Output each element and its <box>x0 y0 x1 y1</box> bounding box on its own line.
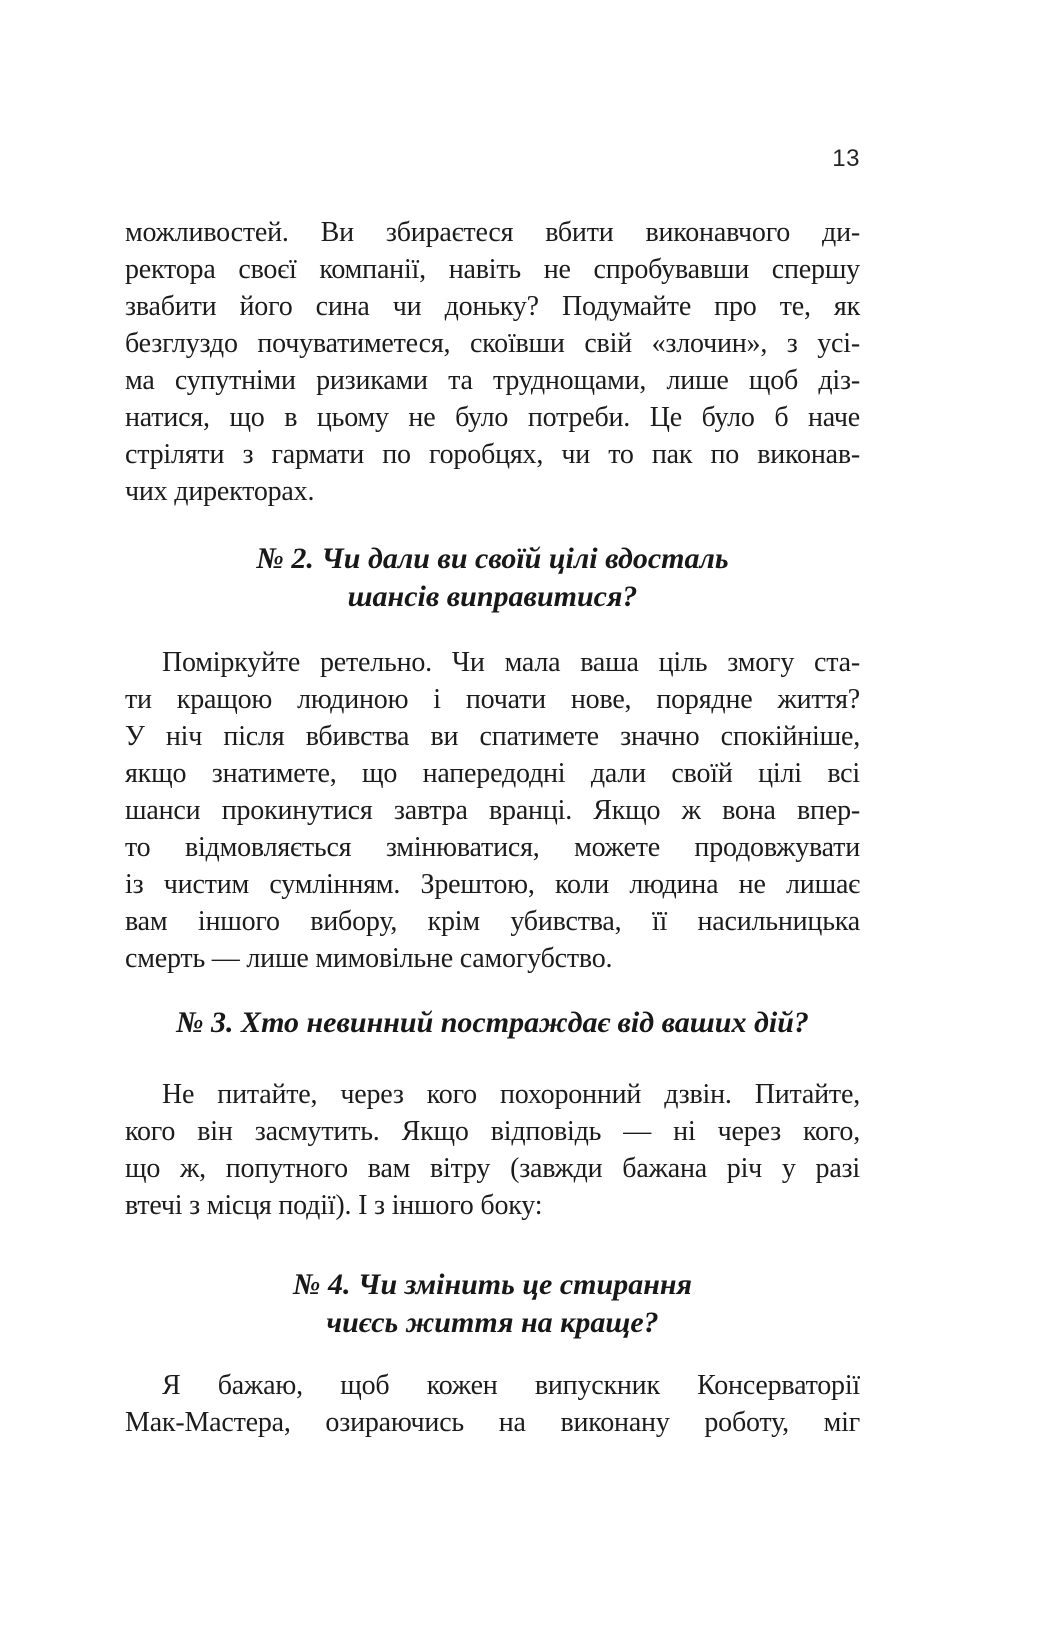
text-line: втечі з місця події). І з іншого боку: <box>125 1190 543 1221</box>
text-line: що ж, попутного вам вітру (завжди бажана річ у разі <box>125 1153 860 1184</box>
text-line: Поміркуйте ретельно. Чи мала ваша ціль змогу ста- <box>162 647 860 678</box>
heading-line: № 3. Хто невинний постраждає від ваших дій? <box>176 1006 809 1039</box>
text-line: шанси прокинутися завтра вранці. Якщо ж вона впер- <box>125 795 860 826</box>
text-line: безглуздо почуватиметеся, скоївши свій «злочин», з усі- <box>125 328 860 359</box>
text-line: ти кращою людиною і почати нове, порядне життя? <box>125 684 860 715</box>
text-line: звабити його сина чи доньку? Подумайте про те, як <box>125 291 860 322</box>
page-number: 13 <box>832 145 860 172</box>
section-heading-4 <box>125 1266 860 1342</box>
paragraph-2 <box>125 644 860 977</box>
section-heading-3 <box>125 1004 860 1042</box>
heading-line: шансів виправитися? <box>347 580 638 613</box>
text-line: Мак-Мастера, озираючись на виконану роботу, міг <box>125 1407 860 1438</box>
heading-line: № 2. Чи дали ви своїй цілі вдосталь <box>256 542 729 575</box>
text-line: Я бажаю, щоб кожен випускник Консерваторії <box>162 1370 860 1401</box>
section-heading-2 <box>125 540 860 616</box>
text-line: то відмовляється змінюватися, можете продовжувати <box>125 832 860 863</box>
paragraph-3 <box>125 1076 860 1224</box>
paragraph-continued <box>125 214 860 510</box>
text-line: Не питайте, через кого похоронний дзвін. Питайте, <box>162 1079 860 1110</box>
paragraph-4 <box>125 1367 860 1441</box>
text-line: ректора своєї компанії, навіть не спробувавши спершу <box>125 254 860 285</box>
text-line: ма супутніми ризиками та труднощами, лише щоб діз- <box>125 365 860 396</box>
text-line: із чистим сумлінням. Зрештою, коли людина не лишає <box>125 869 860 900</box>
text-line: якщо знатимете, що напередодні дали своїй цілі всі <box>125 758 860 789</box>
heading-line: № 4. Чи змінить це стирання <box>293 1268 692 1301</box>
text-line: смерть — лише мимовільне самогубство. <box>125 943 613 974</box>
text-line: можливостей. Ви збираєтеся вбити виконавчого ди- <box>125 217 860 248</box>
heading-line: чиєсь життя на краще? <box>326 1306 659 1339</box>
text-line: натися, що в цьому не було потреби. Це було б наче <box>125 402 860 433</box>
text-line: У ніч після вбивства ви спатимете значно спокійніше, <box>125 721 860 752</box>
text-line: стріляти з гармати по горобцях, чи то пак по виконав- <box>125 439 860 470</box>
text-line: кого він засмутить. Якщо відповідь — ні через кого, <box>125 1116 860 1147</box>
text-line: чих директорах. <box>125 476 315 507</box>
text-line: вам іншого вибору, крім убивства, її насильницька <box>125 906 860 937</box>
